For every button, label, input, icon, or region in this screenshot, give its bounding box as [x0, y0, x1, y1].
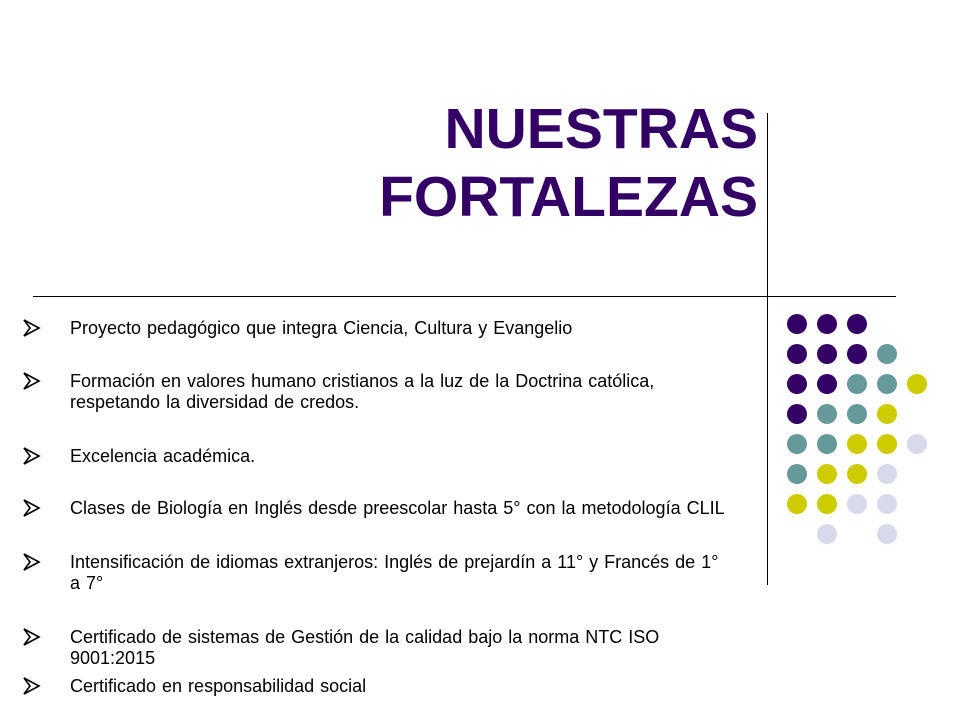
arrow-bullet-icon	[22, 552, 42, 572]
decorative-dot	[817, 314, 837, 334]
decorative-dot	[907, 374, 927, 394]
decorative-dot	[787, 344, 807, 364]
decorative-dot	[877, 404, 897, 424]
bullet-text: Proyecto pedagógico que integra Ciencia, Cultura y Evangelio	[70, 318, 573, 338]
arrow-bullet-icon	[22, 318, 42, 338]
slide-title-line-1: NUESTRAS	[444, 97, 758, 161]
decorative-dot	[817, 464, 837, 484]
bullet-text: Formación en valores humano cristianos a la luz de la Doctrina católica, respetando la diversidad de credos.	[70, 371, 655, 412]
decorative-dot	[847, 404, 867, 424]
arrow-bullet-icon	[22, 446, 42, 466]
vertical-divider	[767, 113, 768, 585]
decorative-dot	[847, 374, 867, 394]
decorative-dot	[817, 524, 837, 544]
bullet-text: Excelencia académica.	[70, 446, 256, 466]
slide-title	[379, 95, 758, 231]
decorative-dot	[847, 344, 867, 364]
decorative-dot	[877, 434, 897, 454]
decorative-dot	[877, 344, 897, 364]
decorative-dot	[877, 524, 897, 544]
bullet-text: Clases de Biología en Inglés desde preescolar hasta 5° con la metodología CLIL	[70, 498, 725, 518]
bullet-text: Certificado de sistemas de Gestión de la calidad bajo la norma NTC ISO 9001:2015	[70, 627, 660, 668]
decorative-dot	[787, 404, 807, 424]
arrow-bullet-icon	[22, 627, 42, 647]
slide-title-line-2: FORTALEZAS	[379, 165, 758, 229]
arrow-bullet-icon	[22, 498, 42, 518]
decorative-dot	[847, 434, 867, 454]
decorative-dot	[817, 374, 837, 394]
decorative-dot	[877, 494, 897, 514]
decorative-dot	[787, 494, 807, 514]
decorative-dot	[817, 344, 837, 364]
decorative-dot	[847, 464, 867, 484]
decorative-dot	[877, 464, 897, 484]
decorative-dot	[787, 434, 807, 454]
decorative-dot	[787, 374, 807, 394]
decorative-dot	[817, 494, 837, 514]
bullet-text: Certificado en responsabilidad social	[70, 676, 367, 696]
decorative-dot	[907, 434, 927, 454]
decorative-dot	[817, 434, 837, 454]
decorative-dot	[817, 404, 837, 424]
decorative-dot	[787, 314, 807, 334]
decorative-dot	[877, 374, 897, 394]
arrow-bullet-icon	[22, 371, 42, 391]
bullet-text: Intensificación de idiomas extranjeros: Inglés de prejardín a 11° y Francés de 1° a 7°	[70, 552, 719, 593]
horizontal-divider	[33, 296, 896, 297]
decorative-dot	[847, 494, 867, 514]
arrow-bullet-icon	[22, 676, 42, 696]
decorative-dot	[847, 314, 867, 334]
decorative-dot	[787, 464, 807, 484]
